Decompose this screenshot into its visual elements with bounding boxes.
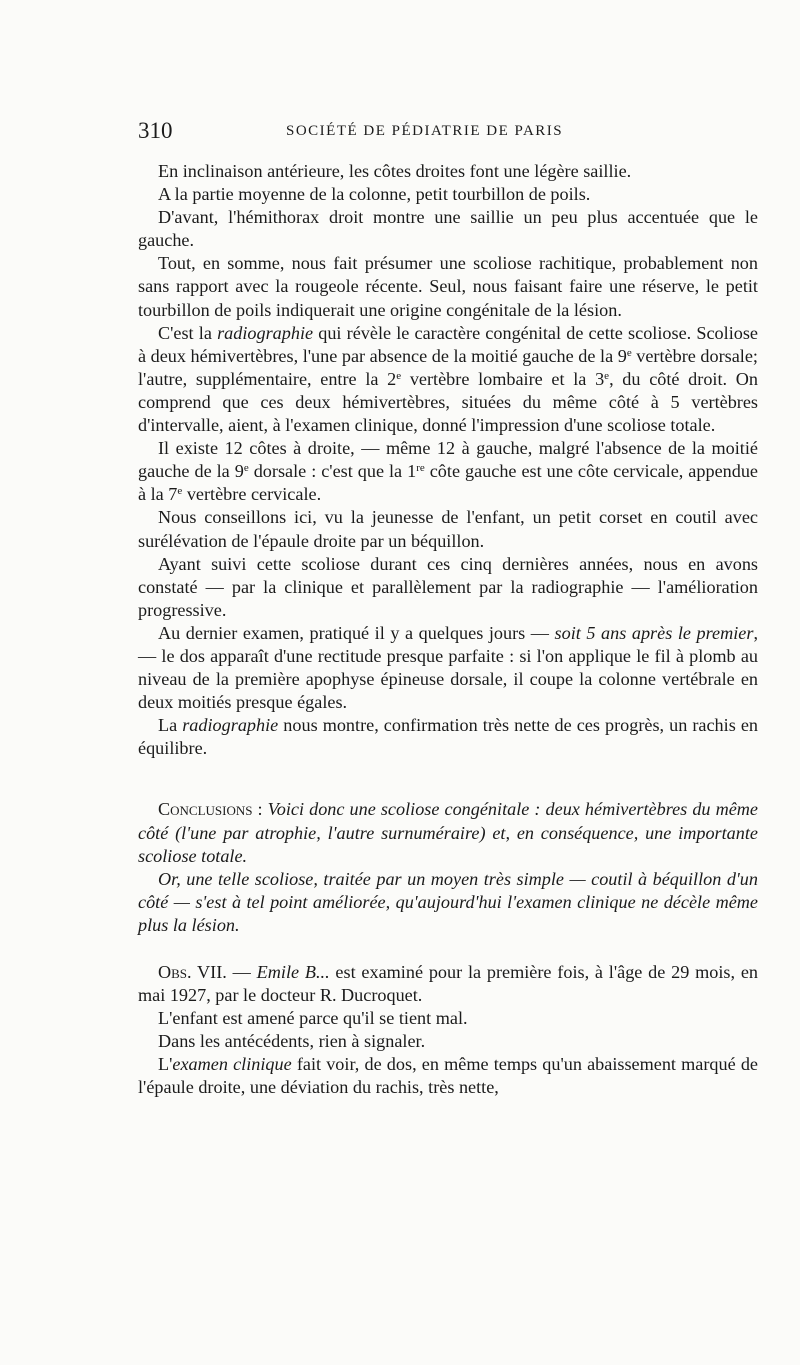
conclusions-paragraph-2	[138, 868, 758, 937]
paragraph-radiographie: C'est la radiographie qui révèle le caractère congénital de cette scoliose. Scoliose à deux hémivertèbres, l'une par absence de la moitié gauche de la 9e vertèbre dorsale; l'autre, supplémentaire, entre la 2e vertèbre lombaire et la 3e, du côté droit. On comprend que ces deux hémivertèbres, situées du même côté à 5 vertèbres d'intervalle, aient, à l'examen clinique, donné l'impression d'une scoliose totale.	[138, 322, 758, 436]
paragraph-dernier-examen: Au dernier examen, pratiqué il y a quelques jours — soit 5 ans après le premier, — le dos apparaît d'une rectitude presque parfaite : si l'on applique le fil à plomb au niveau de la première apophyse épineuse dorsale, il coupe la colonne vertébrale en deux moitiés presque égales.	[138, 622, 758, 713]
running-title: SOCIÉTÉ DE PÉDIATRIE DE PARIS	[286, 123, 564, 139]
observation-label: Obs. VII.	[158, 962, 227, 982]
observation-paragraph: Obs. VII. — Emile B... est examiné pour la première fois, à l'âge de 29 mois, en mai 1927, par le docteur R. Ducroquet.	[138, 962, 758, 1006]
page-header	[138, 118, 758, 150]
emphasis-radiographie: radiographie	[217, 322, 314, 343]
paragraph-examen-clinique: L'examen clinique fait voir, de dos, en même temps qu'un abaissement marqué de l'épaule droite, une déviation du rachis, très nette,	[138, 1054, 758, 1098]
paragraph-somme: Tout, en somme, nous fait présumer une scoliose rachitique, probablement non sans rapport avec la rougeole récente. Seul, nous faisant faire une réserve, le petit tourbillon de poils indiquerait une origine congénitale de la lésion.	[138, 253, 758, 320]
patient-name: Emile B...	[256, 962, 330, 982]
body-text	[138, 160, 758, 1100]
paragraph-suivi: Ayant suivi cette scoliose durant ces cinq dernières années, nous en avons constaté — par la clinique et parallèlement par la radiographie — l'amélioration progressive.	[138, 553, 758, 620]
paragraph-tourbillon: A la partie moyenne de la colonne, petit tourbillon de poils.	[158, 184, 591, 205]
conclusions-text-2: Or, une telle scoliose, traitée par un moyen très simple — coutil à béquillon d'un côté — s'est à tel point améliorée, qu'aujourd'hui l'examen clinique ne décèle même plus la lésion.	[138, 868, 758, 935]
page-number: 310	[138, 118, 173, 143]
emphasis-examen-clinique: examen clinique	[172, 1054, 292, 1075]
conclusions-paragraph: Conclusions : Voici donc une scoliose congénitale : deux hémivertèbres du même côté (l'une par atrophie, l'autre surnuméraire) et, en conséquence, une importante scoliose totale.	[138, 799, 758, 866]
paragraph-antecedents: Dans les antécédents, rien à signaler.	[158, 1031, 426, 1052]
paragraph-radiographie-equilibre: La radiographie nous montre, confirmation très nette de ces progrès, un rachis en équilibre.	[138, 715, 758, 759]
paragraph-amene: L'enfant est amené parce qu'il se tient mal.	[158, 1008, 468, 1029]
paragraph-hemithorax: D'avant, l'hémithorax droit montre une saillie un peu plus accentuée que le gauche.	[138, 207, 758, 251]
paragraph-cotes: Il existe 12 côtes à droite, — même 12 à gauche, malgré l'absence de la moitié gauche de la 9e dorsale : c'est que la 1re côte gauche est une côte cervicale, appendue à la 7e vertèbre cervicale.	[138, 438, 758, 505]
emphasis-cinq-ans: soit 5 ans après le premier	[554, 622, 754, 643]
conclusions-text: Voici donc une scoliose congénitale : deux hémivertèbres du même côté (l'une par atrophie, l'autre surnuméraire) et, en conséquence, une importante scoliose totale.	[138, 799, 758, 866]
conclusions-label: Conclusions	[158, 799, 253, 820]
emphasis-radiographie-2: radiographie	[182, 715, 279, 736]
paragraph-conseillons: Nous conseillons ici, vu la jeunesse de l'enfant, un petit corset en coutil avec surélévation de l'épaule droite par un béquillon.	[138, 507, 758, 551]
paragraph-inclinaison: En inclinaison antérieure, les côtes droites font une légère saillie.	[158, 161, 632, 181]
